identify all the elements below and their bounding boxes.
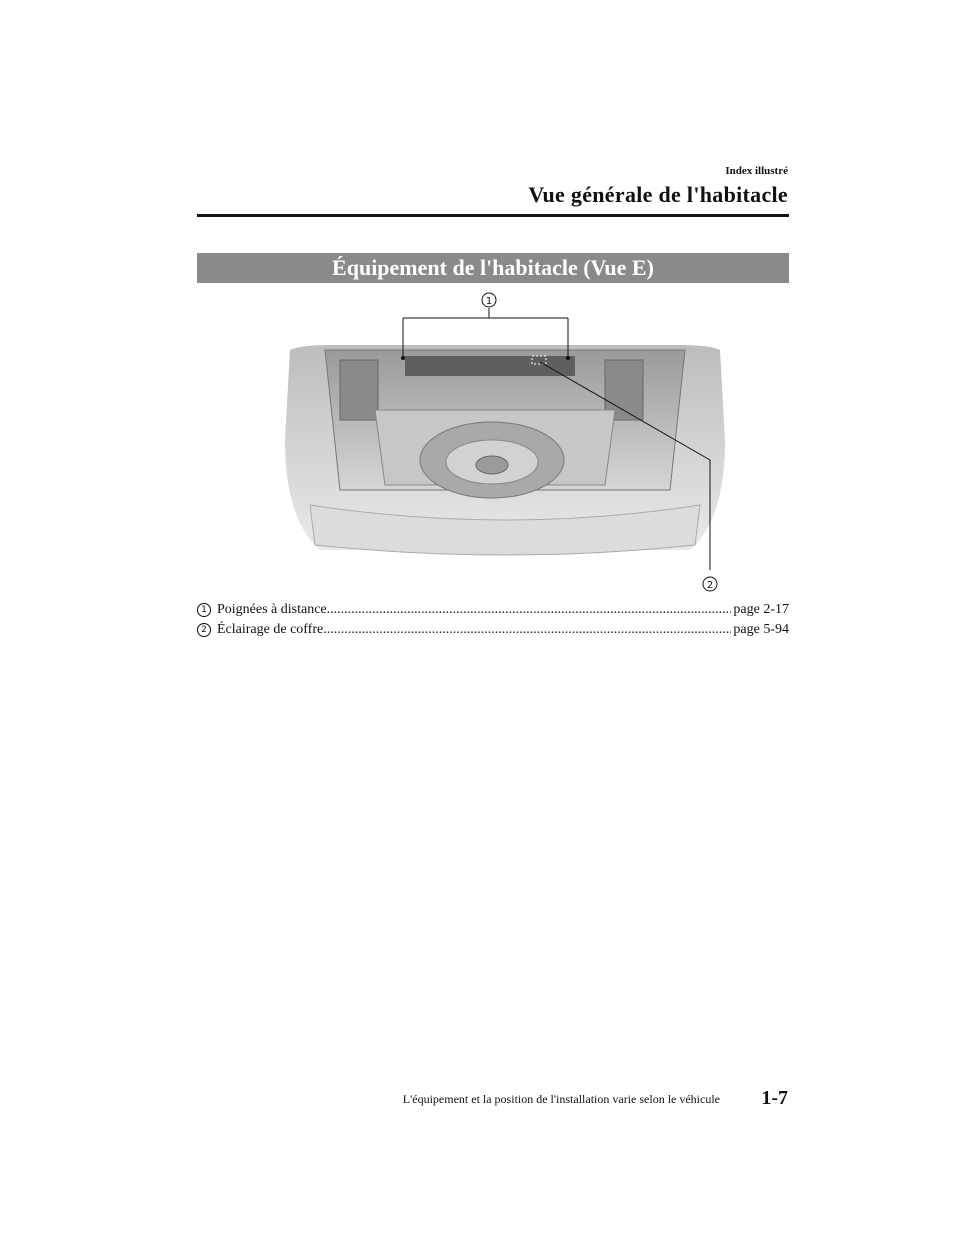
header-section-label: Index illustré: [725, 165, 788, 177]
legend-number: 1: [197, 603, 211, 617]
callout-2-label: 2: [706, 580, 714, 591]
section-heading: Équipement de l'habitacle (Vue E): [197, 253, 789, 283]
leader-dots: [323, 622, 731, 638]
page-reference: page 5-94: [733, 622, 789, 637]
page-title: Vue générale de l'habitacle: [528, 182, 788, 207]
page-number: 1-7: [761, 1087, 788, 1109]
legend-label: Poignées à distance: [217, 602, 327, 617]
header-divider: [197, 214, 789, 217]
footer-note: L'équipement et la position de l'installation varie selon le véhicule: [402, 1092, 720, 1106]
trunk-illustration: [270, 290, 740, 600]
page-reference: page 2-17: [733, 602, 789, 617]
callout-1-label: 1: [485, 296, 493, 307]
legend-label: Éclairage de coffre: [217, 622, 324, 637]
legend-number: 2: [197, 623, 211, 637]
legend-list: [197, 600, 789, 640]
legend-row: [197, 600, 789, 620]
legend-row: [197, 620, 789, 640]
trunk-drawing: [270, 290, 740, 600]
leader-dots: [327, 602, 732, 618]
